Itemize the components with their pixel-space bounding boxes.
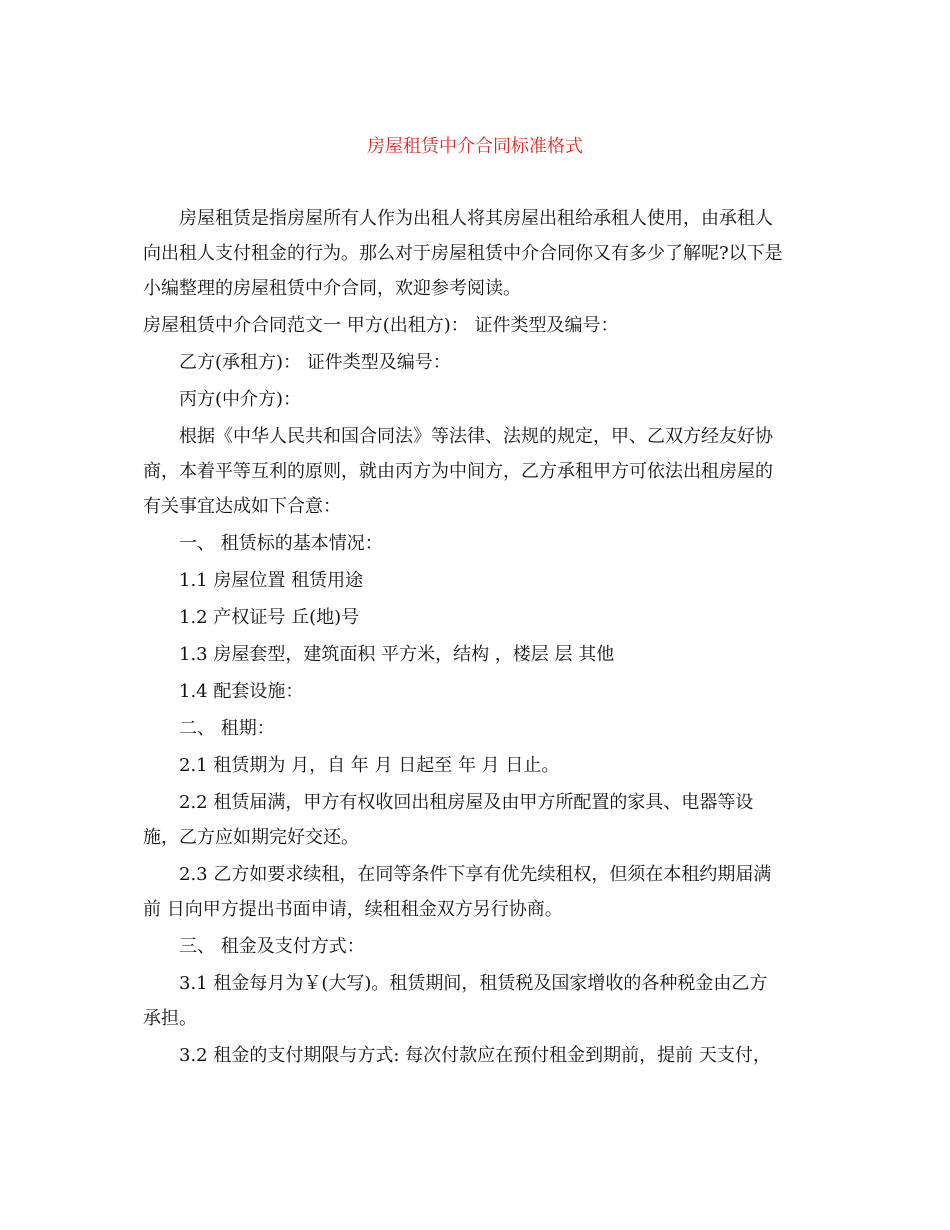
paragraph-line: 2.1 租赁期为 月，自 年 月 日起至 年 月 日止。: [179, 755, 560, 776]
paragraph-line: 一、 租赁标的基本情况：: [179, 533, 383, 554]
paragraph-line: 丙方(中介方)：: [179, 389, 302, 410]
paragraph-line: 2.3 乙方如要求续租，在同等条件下享有优先续租权，但须在本租约期届满: [179, 864, 772, 885]
paragraph-line: 房屋租赁是指房屋所有人作为出租人将其房屋出租给承租人使用，由承租人: [179, 208, 773, 229]
paragraph-line: 三、 租金及支付方式：: [179, 936, 365, 957]
paragraph-line: 根据《中华人民共和国合同法》等法律、法规的规定，甲、乙双方经友好协: [179, 426, 773, 447]
paragraph-line: 二、 租期：: [179, 718, 275, 739]
paragraph-line: 2.2 租赁届满，甲方有权收回出租房屋及由甲方所配置的家具、电器等设: [179, 792, 754, 813]
paragraph-line: 有关事宜达成如下合意：: [143, 496, 341, 517]
document-title: 房屋租赁中介合同标准格式: [367, 136, 583, 157]
paragraph-line: 施，乙方应如期完好交还。: [143, 827, 359, 848]
paragraph-line: 小编整理的房屋租赁中介合同，欢迎参考阅读。: [143, 278, 521, 299]
paragraph-line: 3.2 租金的支付期限与方式: 每次付款应在预付租金到期前，提前 天支付，: [179, 1045, 771, 1066]
paragraph-line: 3.1 租金每月为￥(大写)。租赁期间，租赁税及国家增收的各种税金由乙方: [179, 973, 768, 994]
paragraph-line: 前 日向甲方提出书面申请，续租租金双方另行协商。: [143, 899, 563, 920]
paragraph-line: 房屋租赁中介合同范文一 甲方(出租方)： 证件类型及编号：: [143, 315, 619, 336]
paragraph-line: 1.1 房屋位置 租赁用途: [179, 570, 364, 591]
paragraph-line: 1.2 产权证号 丘(地)号: [179, 607, 360, 628]
paragraph-line: 1.4 配套设施：: [179, 681, 304, 702]
paragraph-line: 向出租人支付租金的行为。那么对于房屋租赁中介合同你又有多少了解呢?以下是: [143, 243, 783, 264]
paragraph-line: 乙方(承租方)： 证件类型及编号：: [179, 352, 451, 373]
paragraph-line: 1.3 房屋套型，建筑面积 平方米，结构 ，楼层 层 其他: [179, 644, 615, 665]
paragraph-line: 承担。: [143, 1008, 197, 1029]
paragraph-line: 商，本着平等互利的原则，就由丙方为中间方，乙方承租甲方可依法出租房屋的: [143, 461, 773, 482]
